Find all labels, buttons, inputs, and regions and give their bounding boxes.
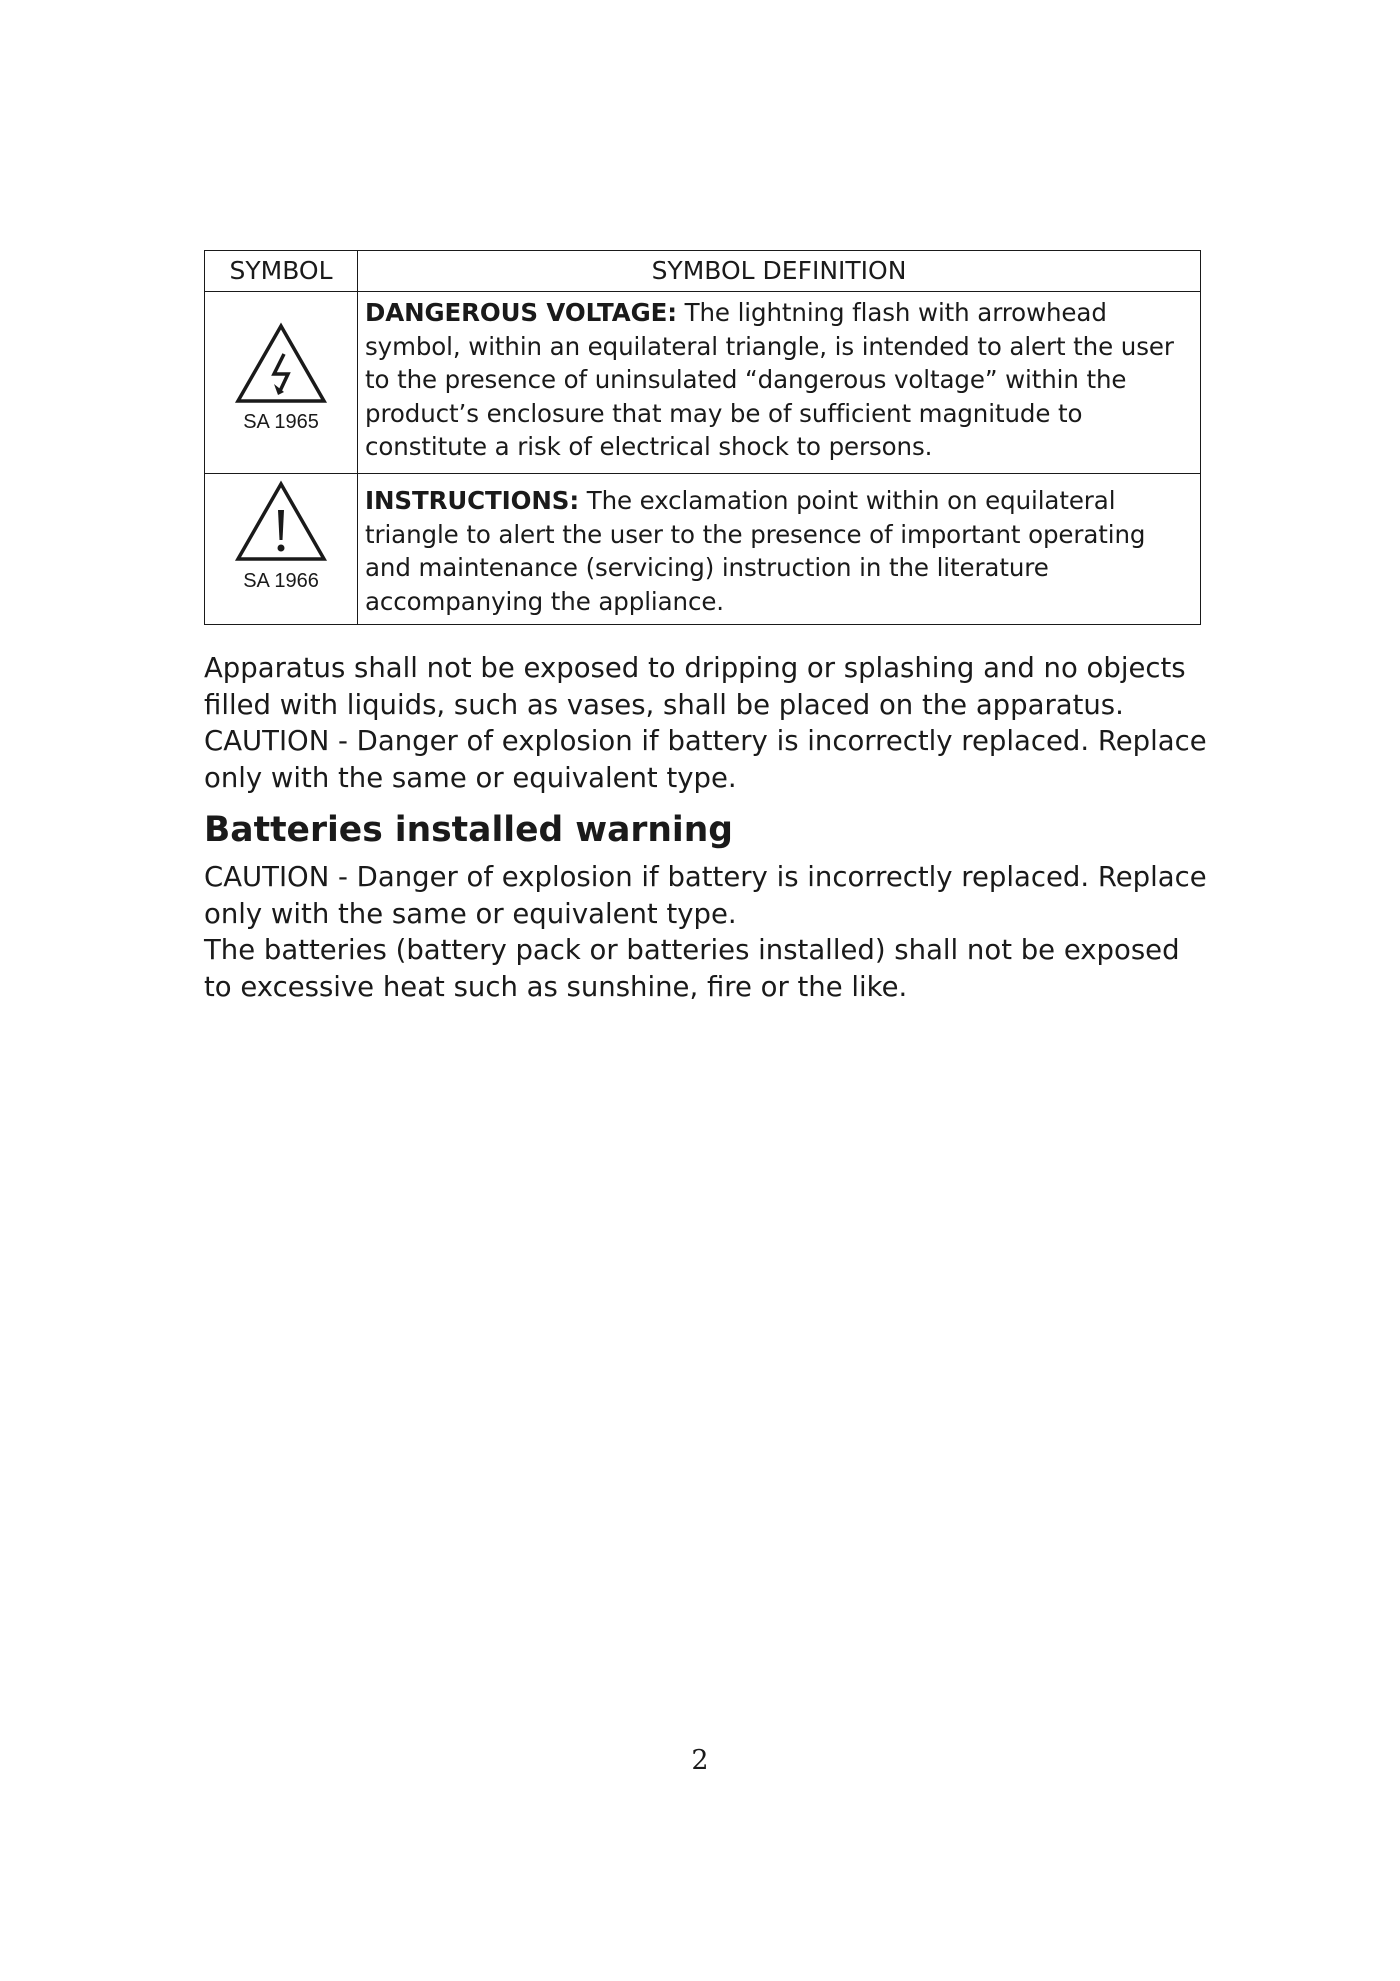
section-heading: Batteries installed warning [204, 810, 734, 850]
symbol-definition-table [204, 250, 1201, 625]
table-row [205, 292, 1201, 474]
header-symbol: SYMBOL [205, 251, 358, 292]
exclamation-warning-triangle-icon [233, 480, 329, 564]
table-row [205, 474, 1201, 625]
symbol-code: SA 1965 [243, 411, 319, 433]
paragraph: The batteries (battery pack or batteries installed) shall not be exposed to excessive heat such as sunshine, fire or the like. [204, 934, 1180, 1003]
definition-text: The lightning flash with arrowhead symbol, within an equilateral triangle, is intended to alert the user to the presence of uninsulated “dangerous voltage” within the product’s enclosure that may be of sufficient magnitude to constitute a risk of electrical shock to persons. [365, 298, 1174, 461]
safety-paragraphs [204, 650, 1214, 796]
definition-text: The exclamation point within on equilateral triangle to alert the user to the presence of important operating and maintenance (servicing) instruction in the literature accompanying the appliance. [365, 486, 1146, 616]
symbol-cell [205, 474, 358, 625]
definition-cell [358, 474, 1201, 625]
definition-cell [358, 292, 1201, 474]
paragraph: CAUTION - Danger of explosion if battery is incorrectly replaced. Replace only with the same or equivalent type. [204, 861, 1207, 930]
header-symbol-definition: SYMBOL DEFINITION [358, 251, 1201, 292]
battery-warning-paragraphs [204, 859, 1214, 1005]
definition-lead: DANGEROUS VOLTAGE: [365, 298, 677, 327]
definition-lead: INSTRUCTIONS: [365, 486, 580, 515]
table-header-row [205, 251, 1201, 292]
paragraph: CAUTION - Danger of explosion if battery is incorrectly replaced. Replace only with the same or equivalent type. [204, 725, 1207, 794]
page-number: 2 [691, 1745, 709, 1776]
paragraph: Apparatus shall not be exposed to dripping or splashing and no objects filled with liquids, such as vases, shall be placed on the apparatus. [204, 652, 1186, 721]
symbol-code: SA 1966 [243, 570, 319, 592]
symbol-cell [205, 292, 358, 474]
lightning-warning-triangle-icon [233, 322, 329, 406]
